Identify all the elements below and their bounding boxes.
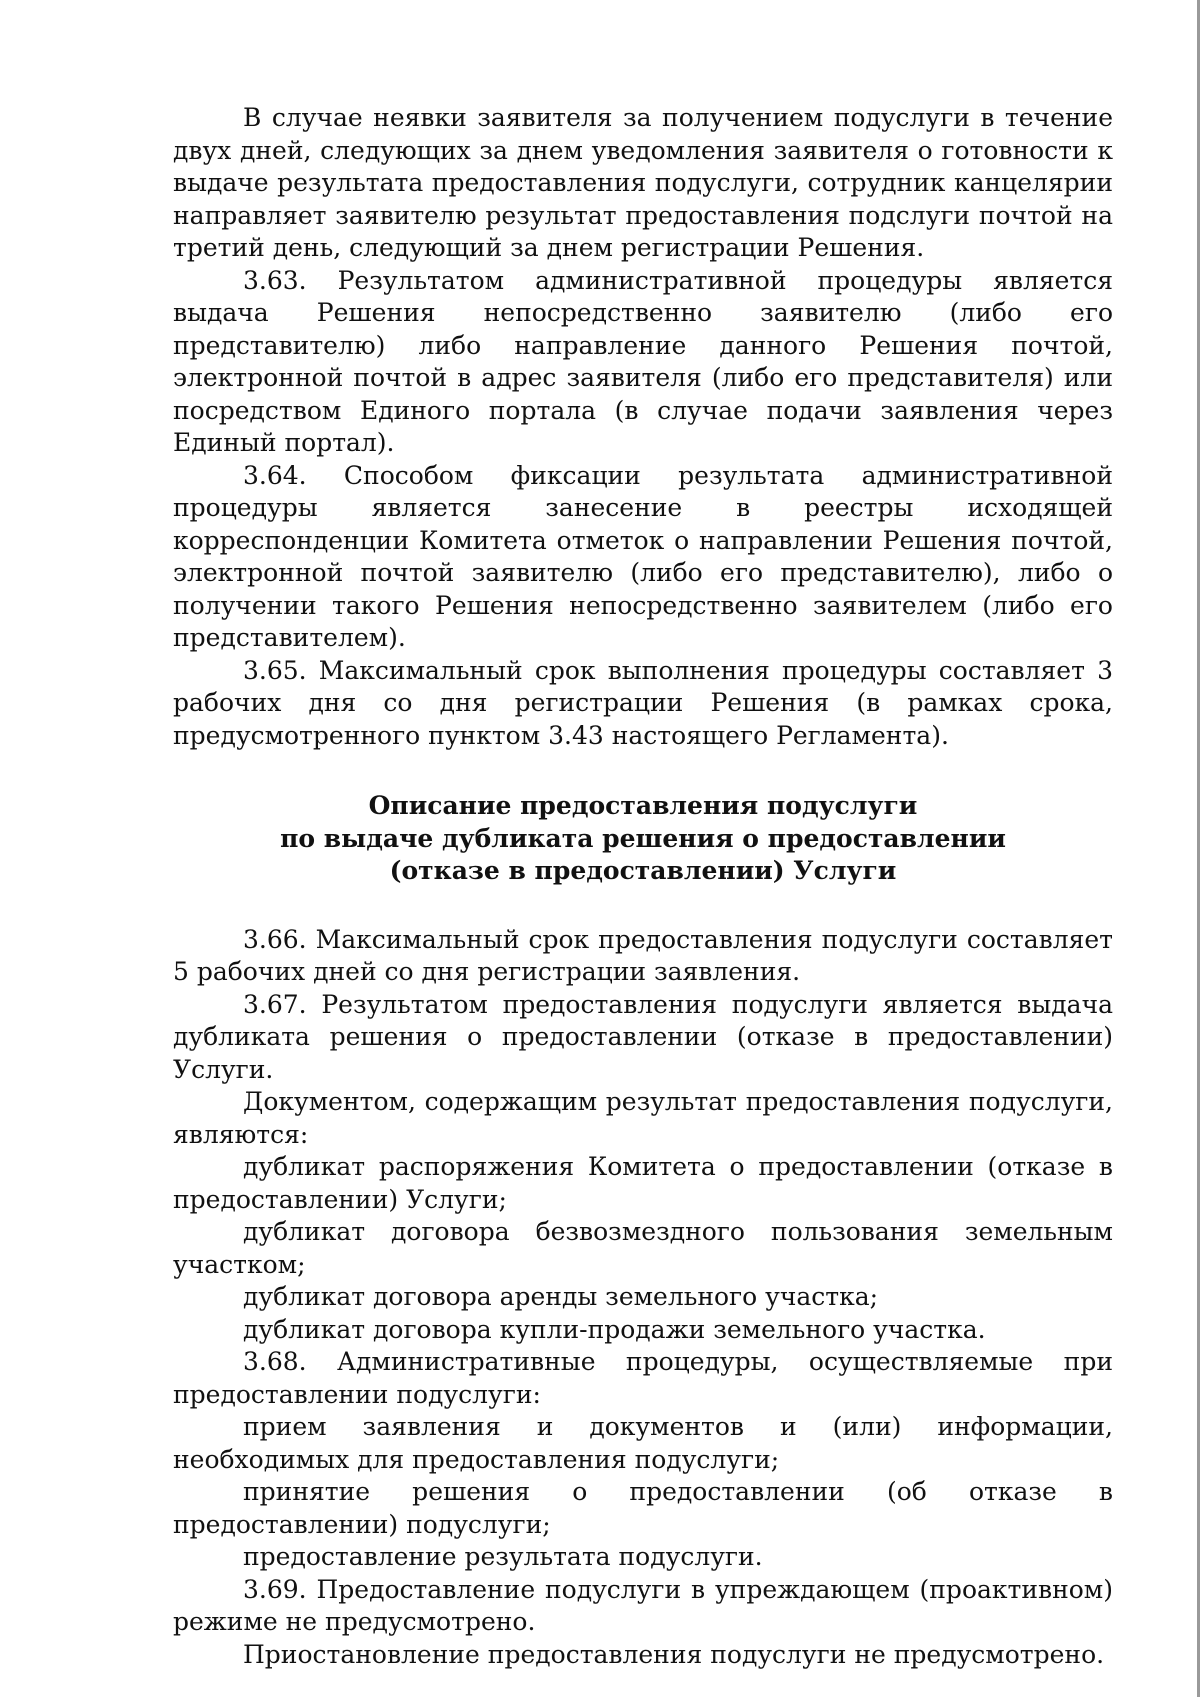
list-item-order-duplicate: дубликат распоряжения Комитета о предоставлении (отказе в предоставлении) Услуги; [173,1152,1113,1214]
section-heading [173,790,1113,888]
paragraph-no-show-delivery: В случае неявки заявителя за получением подуслуги в течение двух дней, следующих за днем уведомления заявителя о готовности к выдаче результата предоставления подуслуги, сотрудник канцелярии направляет заявителю результат предоставления подслуги почтой на третий день, следующий за днем регистрации Решения. [173,103,1113,262]
list-item-decision: принятие решения о предоставлении (об отказе в предоставлении) подуслуги; [173,1477,1113,1539]
heading-line-3: (отказе в предоставлении) Услуги [389,856,897,885]
list-item-application-intake: прием заявления и документов и (или) информации, необходимых для предоставления подуслуги; [173,1412,1113,1474]
list-item-sale-contract: дубликат договора купли-продажи земельного участка. [243,1314,986,1344]
paragraph-3-69: 3.69. Предоставление подуслуги в упреждающем (проактивном) режиме не предусмотрено. [173,1574,1113,1636]
list-item-result-delivery: предоставление результата подуслуги. [243,1542,763,1571]
paragraph-3-67: 3.67. Результатом предоставления подуслуги является выдача дубликата решения о предоставлении (отказе в предоставлении) Услуги. [173,989,1113,1084]
paragraph-suspension: Приостановление предоставления подуслуги не предусмотрено. [243,1639,1105,1669]
paragraph-3-63: 3.63. Результатом административной процедуры является выдача Решения непосредственно заявителю (либо его представителю) либо направление данного Решения почтой, электронной почтой в адрес заявителя (либо его представителя) или посредством Единого портала (в случае подачи заявления через Единый портал). [173,265,1113,457]
paragraph-3-66: 3.66. Максимальный срок предоставления подуслуги составляет 5 рабочих дней со дня регистрации заявления. [173,924,1113,986]
paragraph-3-64: 3.64. Способом фиксации результата административной процедуры является занесение в реестры исходящей корреспонденции Комитета отметок о направлении Решения почтой, электронной почтой заявителю (либо его представителю), либо о получении такого Решения непосредственно заявителем (либо его представителем). [173,460,1113,652]
paragraph-result-documents: Документом, содержащим результат предоставления подуслуги, являются: [173,1087,1113,1149]
heading-line-1: Описание предоставления подуслуги [368,791,918,820]
heading-line-2: по выдаче дубликата решения о предоставлении [280,823,1006,853]
document-body [173,102,1113,1671]
list-item-lease-contract: дубликат договора аренды земельного участка; [243,1282,879,1311]
paragraph-3-65: 3.65. Максимальный срок выполнения процедуры составляет 3 рабочих дня со дня регистрации Решения (в рамках срока, предусмотренного пунктом 3.43 настоящего Регламента). [173,655,1113,750]
list-item-free-use-contract: дубликат договора безвозмездного пользования земельным участком; [173,1217,1113,1279]
paragraph-3-68: 3.68. Административные процедуры, осуществляемые при предоставлении подуслуги: [173,1347,1113,1409]
